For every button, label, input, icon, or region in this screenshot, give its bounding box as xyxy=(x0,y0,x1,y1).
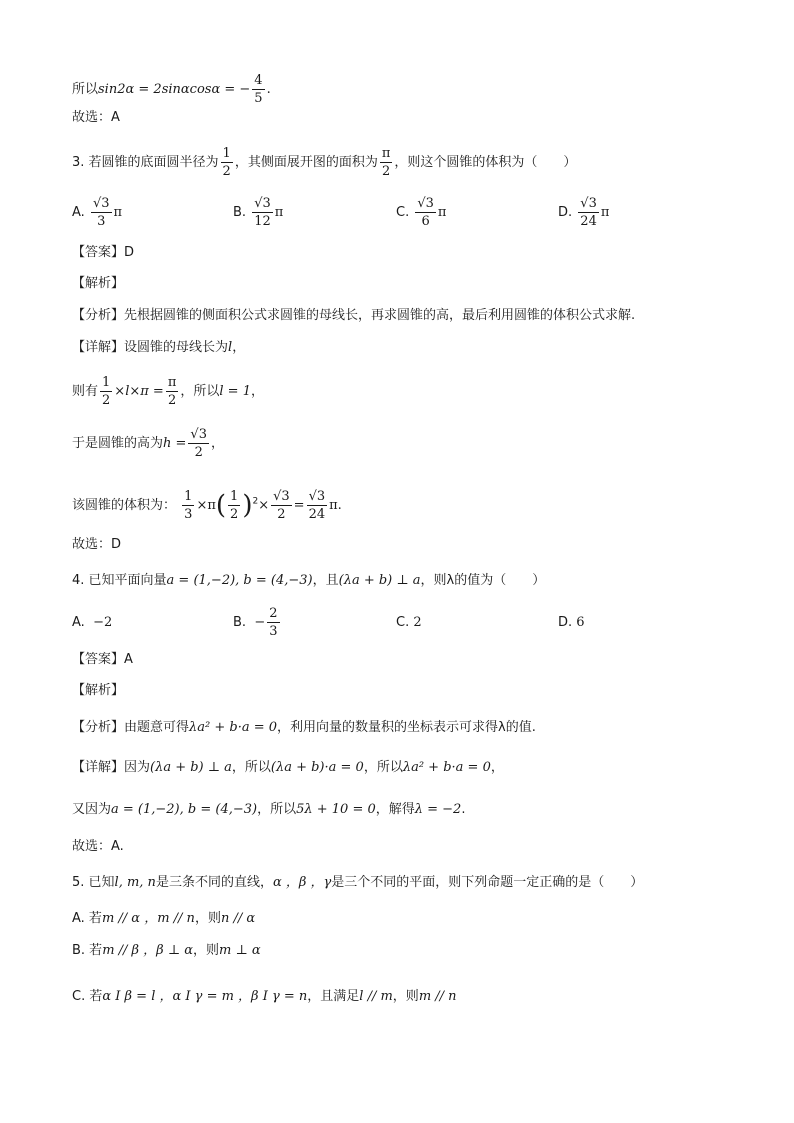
q3-detail: 【详解】设圆锥的母线长为l， xyxy=(72,340,246,355)
q3-analysis-title: 【解析】 xyxy=(72,276,125,291)
q3-option-c: C. $\frac{√3}{6}$ π xyxy=(396,196,447,229)
q3-fenxi: 【分析】先根据圆锥的侧面积公式求圆锥的母线长，再求圆锥的高，最后利用圆锥的体积公式求解. xyxy=(72,308,636,323)
q4-option-c: C. 2 xyxy=(396,615,422,630)
text: ，其侧面展开图的面积为 xyxy=(234,155,378,170)
q3-option-a: A. $\frac{√3}{3}$ π xyxy=(72,196,123,229)
q5-option-b: B. 若m // β ，β ⊥ α，则m ⊥ α xyxy=(72,943,261,958)
q3-choose: 故选：D xyxy=(72,537,122,552)
q3-option-b: B. $\frac{√3}{12}$ π xyxy=(233,196,284,229)
formula: sin2α = 2sinαcosα = − xyxy=(98,82,251,97)
q4-again: 又因为a = (1,−2), b = (4,−3)，所以5λ + 10 = 0，解得λ = −2. xyxy=(72,802,466,817)
q3-then-line: 则有 $\frac{1}{2}$ ×l×π = $\frac{\pi}{2}$ ，所以l = 1， xyxy=(72,375,264,408)
q3-volume-line: 该圆锥的体积为： $\frac{1}{3}$ ×π( $\frac{1}{2}$ )$^2$× $\frac{√3}{2}$ = $\frac{√3}{24}$ π. xyxy=(72,489,342,522)
text: ，则这个圆锥的体积为（ ） xyxy=(394,155,577,170)
choose-line xyxy=(72,108,120,128)
q3-answer: 【答案】D xyxy=(72,245,135,260)
q4-fenxi: 【分析】由题意可得λa² + b·a = 0，利用向量的数量积的坐标表示可求得λ的值. xyxy=(72,720,536,735)
q4-option-d: D. 6 xyxy=(558,615,585,630)
q4-answer: 【答案】A xyxy=(72,652,133,667)
text: 所以 xyxy=(72,82,99,97)
q4-detail: 【详解】因为(λa + b) ⊥ a，所以(λa + b)·a = 0，所以λa² + b·a = 0， xyxy=(72,760,504,775)
q4-analysis-title: 【解析】 xyxy=(72,683,125,698)
q3-stem xyxy=(72,145,576,180)
q5-option-a: A. 若m // α ，m // n，则n // α xyxy=(72,911,256,926)
previous-answer-line: 所以sin2α = 2sinαcosα = − $\frac{4}{5}$ . xyxy=(72,73,271,106)
q5-stem: 5. 已知l, m, n是三条不同的直线，α ，β ，γ是三个不同的平面，则下列命题一定正确的是（ ） xyxy=(72,875,644,890)
q4-option-b: B. − $\frac{2}{3}$ xyxy=(233,606,278,639)
text: 故选：A xyxy=(72,110,120,125)
q5-option-c: C. 若α I β = l ，α I γ = m ，β I γ = n，且满足l // m，则m // n xyxy=(72,989,457,1004)
fraction: $\frac{4}{5}$ xyxy=(254,73,263,106)
text: 3. 若圆锥的底面圆半径为 xyxy=(72,155,219,170)
q4-stem: 4. 已知平面向量a = (1,−2), b = (4,−3)，且(λa + b) ⊥ a，则λ的值为（ ） xyxy=(72,573,546,588)
q4-choose: 故选：A. xyxy=(72,839,124,854)
q3-option-d: D. $\frac{√3}{24}$ π xyxy=(558,196,610,229)
fraction: $\frac{\pi}{2}$ xyxy=(381,146,391,179)
q3-height-line: 于是圆锥的高为h = $\frac{√3}{2}$ ， xyxy=(72,427,224,460)
fraction: $\frac{1}{2}$ xyxy=(222,146,231,179)
q4-option-a: A. −2 xyxy=(72,615,113,630)
